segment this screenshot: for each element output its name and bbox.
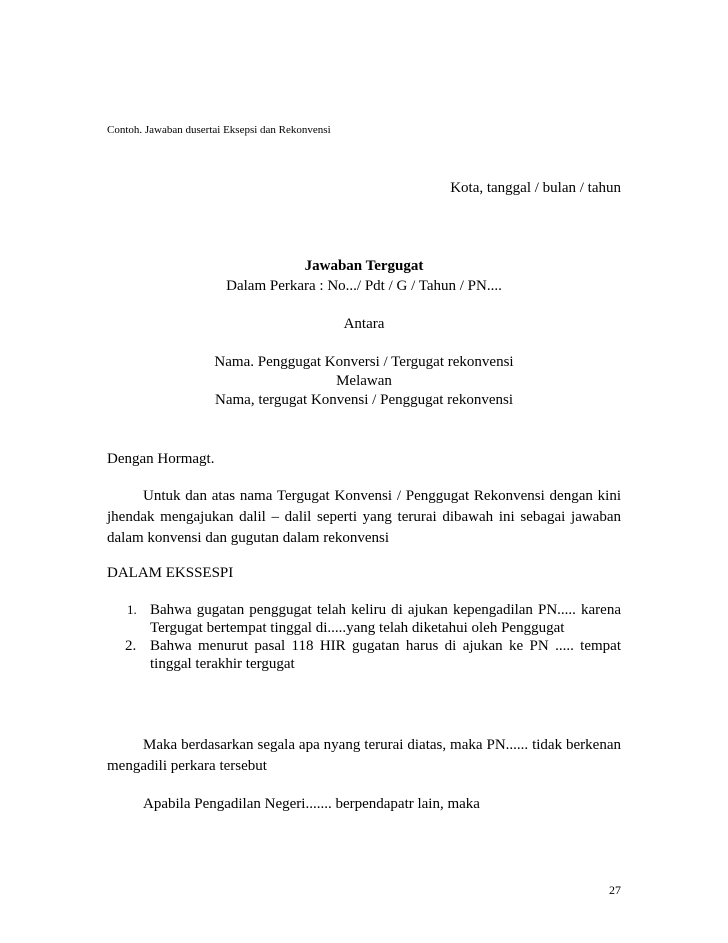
page-number: 27 xyxy=(609,883,621,897)
case-number-line: Dalam Perkara : No.../ Pdt / G / Tahun / PN.... xyxy=(226,278,502,294)
date-line: Kota, tanggal / bulan / tahun xyxy=(450,180,621,196)
document-title: Jawaban Tergugat xyxy=(304,258,424,274)
list-item-text: Bahwa menurut pasal 118 HIR gugatan harus di ajukan ke PN ..... tempat tinggal terakhir tergugat xyxy=(150,638,621,672)
closing-line: Apabila Pengadilan Negeri....... berpendapatr lain, maka xyxy=(143,796,480,812)
conclusion-text: Maka berdasarkan segala apa nyang terurai diatas, maka PN...... tidak berkenan mengadili perkara tersebut xyxy=(107,737,621,774)
versus-label: Melawan xyxy=(336,373,392,389)
list-item xyxy=(107,637,621,673)
defendant-party: Nama, tergugat Konvensi / Penggugat rekonvensi xyxy=(215,392,513,408)
list-item-text: Bahwa gugatan penggugat telah keliru di ajukan kepengadilan PN..... karena Tergugat bertempat tinggal di.....yang telah diketahui oleh Penggugat xyxy=(150,602,621,636)
section-title: DALAM EKSSESPI xyxy=(107,565,234,581)
list-item xyxy=(107,601,621,637)
conclusion-paragraph xyxy=(107,735,621,777)
list-item-number: 2. xyxy=(125,638,137,654)
exception-list xyxy=(107,601,621,673)
between-label: Antara xyxy=(343,316,385,332)
plaintiff-party: Nama. Penggugat Konversi / Tergugat rekonvensi xyxy=(214,354,514,370)
document-caption: Contoh. Jawaban dusertai Eksepsi dan Rekonvensi xyxy=(107,124,331,136)
greeting: Dengan Hormagt. xyxy=(107,451,215,467)
intro-paragraph xyxy=(107,486,621,549)
list-item-number: 1. xyxy=(127,602,137,617)
intro-text: Untuk dan atas nama Tergugat Konvensi / Penggugat Rekonvensi dengan kini jhendak mengajukan dalil – dalil seperti yang terurai dibawah ini sebagai jawaban dalam konvensi dan gugutan dalam rekonvensi xyxy=(107,488,621,546)
